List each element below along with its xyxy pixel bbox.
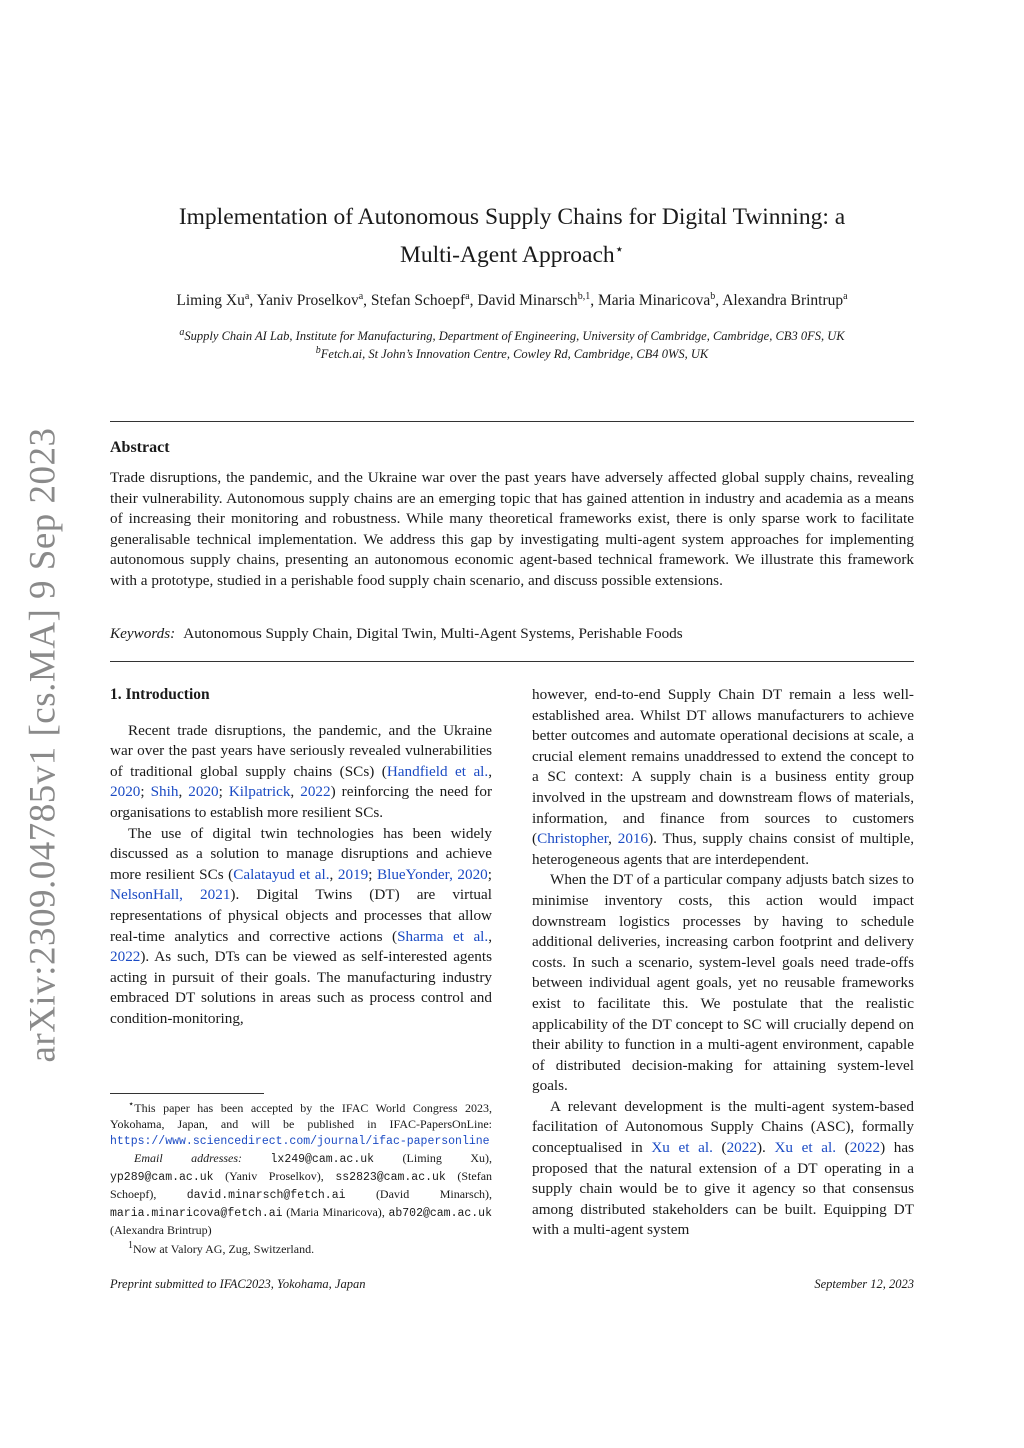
- footnote-star-text: This paper has been accepted by the IFAC World Congress 2023, Yokohama, Japan, and will be published in IFAC-PapersOnLine:: [110, 1101, 492, 1131]
- footnote-1-mark: 1: [128, 1240, 133, 1251]
- keywords: [110, 625, 914, 643]
- abstract-heading: Abstract: [110, 439, 170, 456]
- right-column: [532, 685, 914, 1241]
- citation-link[interactable]: Xu et al.: [651, 1139, 713, 1157]
- affiliations: [110, 327, 914, 363]
- footer-preprint-note: Preprint submitted to IFAC2023, Yokohama, Japan: [110, 1277, 366, 1291]
- footnote-star-mark: ⋆: [128, 1099, 135, 1110]
- citation-link[interactable]: 2022: [300, 783, 331, 801]
- abstract-text: Trade disruptions, the pandemic, and the Ukraine war over the past years have adversely affected global supply chains, revealing their vulnerability. Autonomous supply chains are an emerging topic that has gained attention in industry and academia as a means of increasing their monitoring and robustness. While many theoretical frameworks exist, there is only sparse work to facilitate generalisable technical implementation. We address this gap by investigating multi-agent system approaches for implementing autonomous supply chains, presenting an autonomous economic agent-based technical framework. We illustrate this framework with a prototype, studied in a perishable food supply chain scenario, and discuss possible extensions.: [110, 469, 914, 589]
- citation-link[interactable]: 2022: [110, 948, 141, 966]
- email-owner: (Stefan Schoepf): [110, 1169, 493, 1201]
- citation-link[interactable]: 2020: [188, 783, 219, 801]
- citation-link[interactable]: Xu et al.: [774, 1139, 836, 1157]
- section-heading-introduction: 1. Introduction: [110, 686, 210, 703]
- paper-title: [110, 201, 914, 272]
- author: Alexandra Brintrup: [722, 292, 844, 309]
- citation-link[interactable]: 2020: [110, 783, 141, 801]
- arxiv-identifier: arXiv:2309.04785v1 [cs.MA] 9 Sep 2023: [22, 427, 64, 1063]
- affiliation-b: [110, 345, 914, 363]
- citation-link[interactable]: 2016: [617, 830, 649, 848]
- email-link[interactable]: ab702@cam.ac.uk: [388, 1207, 492, 1220]
- intro-paragraph-1: Recent trade disruptions, the pandemic, and the Ukraine war over the past years have seriously revealed vulnerabilities of traditional global supply chains (SCs) (Handfield et al., 2020; Shih, 2020; Kilpatrick, 2022) reinforcing the need for organisations to establish more resilient SCs.: [110, 721, 493, 821]
- author-affiliation-mark: b: [710, 290, 716, 302]
- abstract-bottom-rule: [110, 661, 914, 662]
- citation-link[interactable]: BlueYonder, 2020: [376, 865, 488, 883]
- intro-paragraph-3: however, end-to-end Supply Chain DT remain a less well-established area. Whilst DT allows manufacturers to achieve better outcomes and automate operational decisions at scale, a crucial element remains unaddressed to extend the concept to a SC context: A supply chain is a business entity group involved in the upstream and downstream flows of materials, information, and finance from sources to customers (Christopher, 2016). Thus, supply chains consist of multiple, heterogeneous agents that are interdependent.: [532, 686, 914, 868]
- author: Liming Xu: [176, 292, 245, 309]
- author-list: Liming Xu$^a$, Yaniv Proselkov$^a$, Stefan Schoepf$^a$, David Minarsch$^{b,1}$, Maria Minaricova$^b$, Alexandra Brintrup$^a$: [176, 290, 848, 309]
- affiliation-mark: a: [179, 326, 185, 338]
- email-label: Email addresses:: [134, 1151, 243, 1165]
- author-affiliation-mark: a: [843, 290, 848, 302]
- keywords-label: Keywords:: [110, 625, 176, 642]
- author: Yaniv Proselkov: [256, 292, 359, 309]
- footnote-star: [110, 1097, 492, 1150]
- left-column: [110, 685, 492, 1030]
- footnote-emails: Email addresses: lx249@cam.ac.uk (Liming Xu), yp289@cam.ac.uk (Yaniv Proselkov), ss2823@cam.ac.uk (Stefan Schoepf), david.minarsch@fetch.ai (David Minarsch), maria.minaricova@fetch.ai (Maria Minaricova), ab702@cam.ac.uk (Alexandra Brintrup): [110, 1151, 493, 1237]
- email-link[interactable]: lx249@cam.ac.uk: [270, 1153, 375, 1166]
- title-line-2: Multi-Agent Approach: [399, 242, 615, 268]
- intro-paragraph-4: When the DT of a particular company adjusts batch sizes to minimise inventory costs, this action would impact downstream logistics processes by having to schedule additional deliveries, increasing carbon footprint and delivery costs. In such a scenario, system-level goals need trade-offs between individual agent goals, yet no reusable frameworks exist to facilitate this. We postulate that the realistic applicability of the DT concept to SC will crucially depend on their ability to function in a multi-agent environment, capable of distributed decision-making for attaining system-level goals.: [532, 871, 914, 1095]
- intro-paragraph-5: A relevant development is the multi-agent system-based facilitation of Autonomous Supply Chains (ASC), formally conceptualised in Xu et al. (2022). Xu et al. (2022) has proposed that the natural extension of a DT operating in a supply chain would be to give it agency so that consensus among distributed stakeholders can be built. Equipping DT with a multi-agent system: [532, 1097, 915, 1239]
- affiliation-text: Supply Chain AI Lab, Institute for Manufacturing, Department of Engineering, University of Cambridge, Cambridge, CB3 0FS, UK: [184, 329, 845, 343]
- author: Maria Minaricova: [597, 292, 711, 309]
- page-footer: [110, 1277, 914, 1292]
- citation-link[interactable]: Christopher: [537, 830, 609, 848]
- affiliation-a: [110, 327, 914, 345]
- citation-link[interactable]: 2022: [726, 1139, 757, 1157]
- citation-link[interactable]: Shih: [150, 783, 179, 801]
- email-link[interactable]: david.minarsch@fetch.ai: [186, 1189, 346, 1202]
- email-owner: (Liming Xu): [402, 1151, 490, 1165]
- footnotes: [110, 1097, 492, 1257]
- author: David Minarsch: [477, 292, 578, 309]
- citation-link[interactable]: Kilpatrick: [228, 783, 291, 801]
- title-footnote-mark[interactable]: ⋆: [614, 242, 625, 258]
- journal-link[interactable]: https://www.sciencedirect.com/journal/ifac-papersonline: [110, 1135, 490, 1148]
- affiliation-text: Fetch.ai, St John’s Innovation Centre, Cowley Rd, Cambridge, CB4 0WS, UK: [320, 347, 709, 361]
- email-link[interactable]: maria.minaricova@fetch.ai: [110, 1207, 283, 1220]
- citation-link[interactable]: 2022: [849, 1139, 881, 1157]
- email-link[interactable]: ss2823@cam.ac.uk: [335, 1171, 446, 1184]
- footnote-rule: [110, 1093, 264, 1094]
- footnote-1-text: Now at Valory AG, Zug, Switzerland.: [133, 1242, 315, 1256]
- title-line-1: Implementation of Autonomous Supply Chains for Digital Twinning: a: [178, 204, 846, 230]
- citation-link[interactable]: 2019: [337, 865, 369, 883]
- author: Stefan Schoepf: [370, 292, 466, 309]
- citation-link[interactable]: Calatayud et al.: [233, 865, 330, 883]
- intro-paragraph-2: The use of digital twin technologies has been widely discussed as a solution to manage disruptions and achieve more resilient SCs (Calatayud et al., 2019; BlueYonder, 2020; NelsonHall, 2021). Digital Twins (DT) are virtual representations of physical objects and processes that allow real-time analytics and corrective actions (Sharma et al., 2022). As such, DTs can be viewed as self-interested agents acting in pursuit of their goals. The manufacturing industry embraced DT solutions in areas such as process control and condition-monitoring,: [110, 824, 492, 1027]
- citation-link[interactable]: Sharma et al.: [397, 927, 489, 945]
- email-owner: (Yaniv Proselkov): [225, 1169, 321, 1183]
- author-affiliation-mark: a: [358, 290, 364, 302]
- keywords-text: Autonomous Supply Chain, Digital Twin, Multi-Agent Systems, Perishable Foods: [183, 625, 683, 642]
- affiliation-mark: b: [315, 344, 321, 356]
- citation-link[interactable]: Handfield et al.: [386, 762, 489, 780]
- email-link[interactable]: yp289@cam.ac.uk: [110, 1171, 214, 1184]
- footnote-1: [110, 1238, 492, 1257]
- author-affiliation-mark: b,1: [577, 290, 591, 302]
- author-affiliation-mark: a: [244, 290, 250, 302]
- footer-date: September 12, 2023: [814, 1277, 914, 1291]
- citation-link[interactable]: NelsonHall, 2021: [110, 886, 231, 904]
- abstract-top-rule: [110, 421, 914, 422]
- email-owner: (David Minarsch): [375, 1187, 490, 1201]
- email-owner: (Maria Minaricova): [286, 1205, 382, 1219]
- author-affiliation-mark: a: [465, 290, 470, 302]
- email-owner: (Alexandra Brintrup): [110, 1223, 212, 1237]
